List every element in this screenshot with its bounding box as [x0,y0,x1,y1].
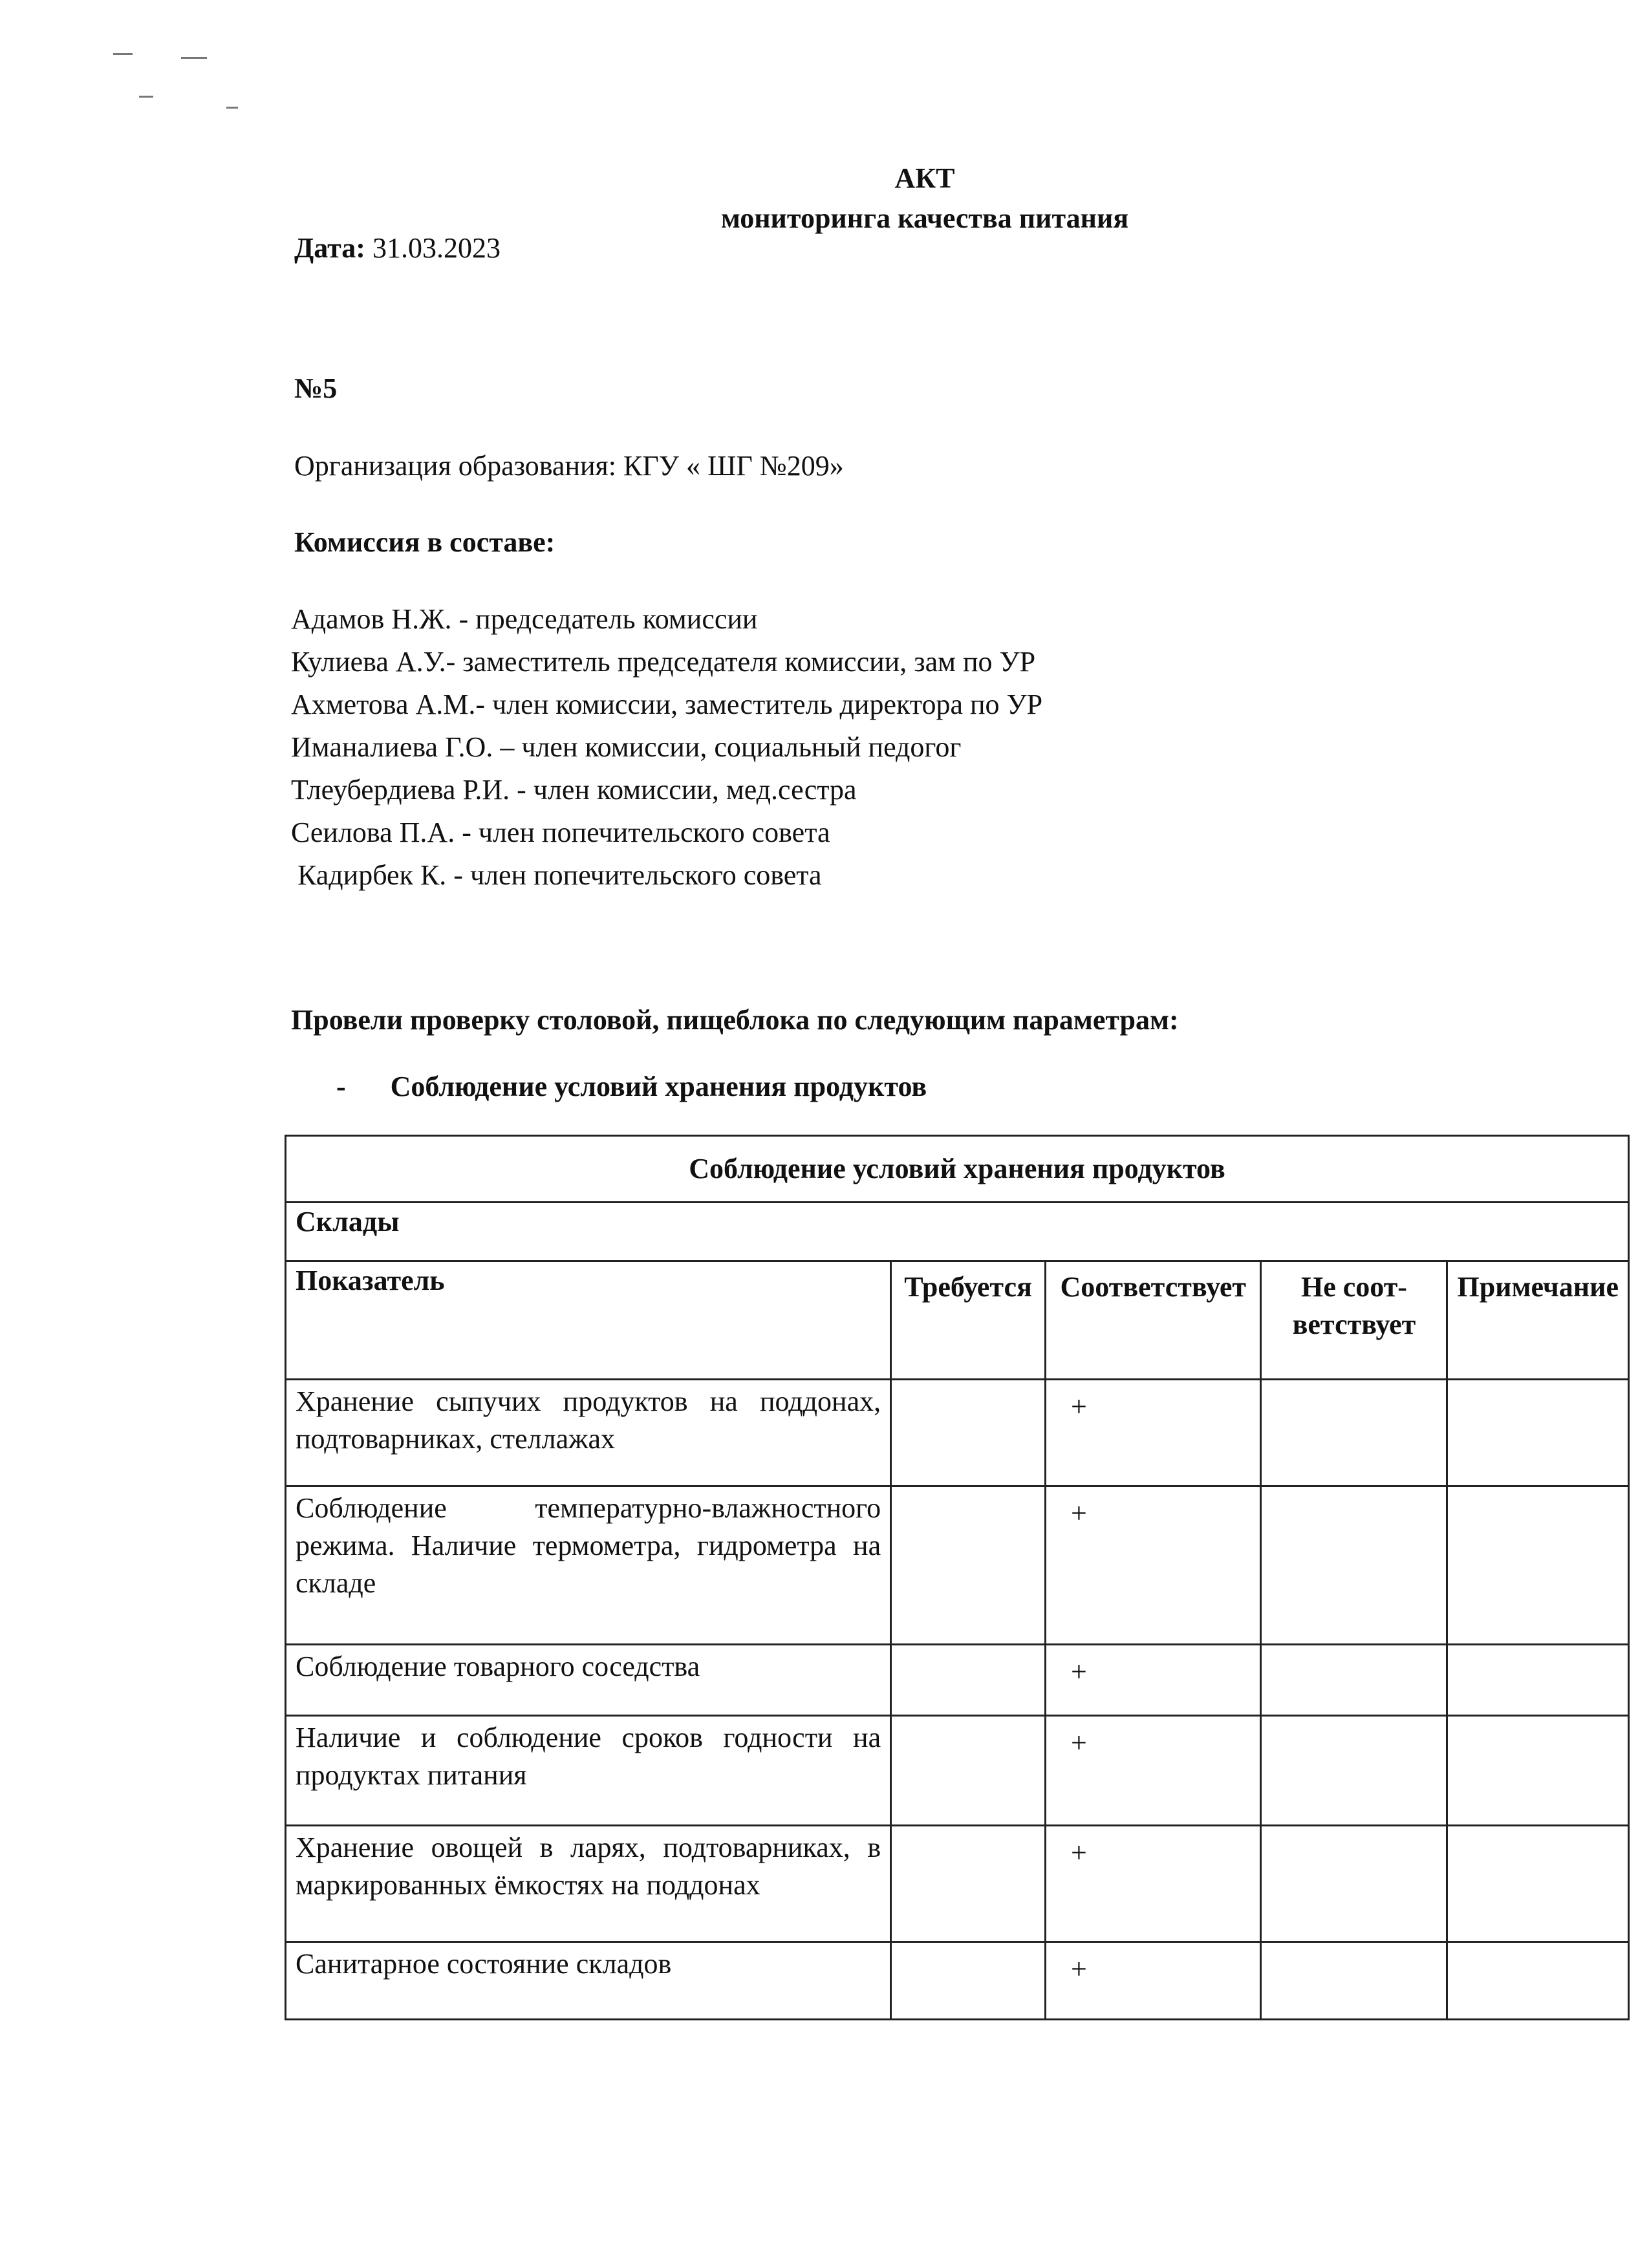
required-cell [891,1486,1046,1645]
indicator-cell: Соблюдение товарного соседства [286,1645,891,1716]
header-complies: Соответствует [1046,1261,1261,1380]
date-label: Дата: [294,232,365,264]
member-line: Иманалиева Г.О. – член комиссии, социальный педогог [291,731,962,763]
complies-cell: + [1046,1826,1261,1942]
complies-cell: + [1046,1942,1261,2020]
scan-speck [139,96,153,98]
bullet-text: Соблюдение условий хранения продуктов [390,1071,927,1102]
required-cell [891,1942,1046,2020]
header-not-complies: Не соот-ветствует [1261,1261,1447,1380]
member-line: Ахметова А.М.- член комиссии, заместитель директора по УР [291,689,1043,720]
indicator-cell: Наличие и соблюдение сроков годности на продуктах питания [286,1716,891,1826]
member-line: Кадирбек К. - член попечительского совета [297,859,822,891]
complies-cell: + [1046,1380,1261,1486]
scan-speck [113,53,133,55]
table-row [286,1380,1629,1486]
scan-speck [181,57,207,59]
not-complies-cell [1261,1645,1447,1716]
note-cell [1447,1645,1629,1716]
table-row [286,1645,1629,1716]
complies-cell: + [1046,1716,1261,1826]
not-complies-cell [1261,1826,1447,1942]
indicator-cell: Санитарное состояние складов [286,1942,891,2020]
required-cell [891,1716,1046,1826]
header-required: Требуется [891,1261,1046,1380]
note-cell [1447,1486,1629,1645]
complies-cell: + [1046,1645,1261,1716]
document-title: АКТ [894,162,955,194]
complies-cell: + [1046,1486,1261,1645]
table-row [286,1486,1629,1645]
document-subtitle: мониторинга качества питания [720,202,1129,234]
date-value: 31.03.2023 [372,232,501,264]
table-section-title: Склады [286,1203,1629,1261]
bullet-item [336,1070,927,1104]
not-complies-cell [1261,1716,1447,1826]
required-cell [891,1645,1046,1716]
commission-members [291,598,1042,897]
commission-title: Комиссия в составе: [294,526,555,558]
member-line: Адамов Н.Ж. - председатель комиссии [291,603,758,635]
note-cell [1447,1380,1629,1486]
not-complies-cell [1261,1380,1447,1486]
header-indicator: Показатель [286,1261,891,1380]
note-cell [1447,1826,1629,1942]
member-line: Тлеубердиева Р.И. - член комиссии, мед.сестра [291,774,857,806]
required-cell [891,1380,1046,1486]
act-number: №5 [294,372,338,404]
table-row [286,1826,1629,1942]
date-line [294,231,501,265]
table-caption-row [286,1136,1629,1203]
organization-line: Организация образования: КГУ « ШГ №209» [294,450,844,482]
required-cell [891,1826,1046,1942]
bullet-dash: - [336,1071,346,1102]
indicator-cell: Хранение овощей в ларях, подтоварниках, в маркированных ёмкостях на поддонах [286,1826,891,1942]
table-row [286,1716,1629,1826]
storage-conditions-table [285,1135,1630,2020]
not-complies-cell [1261,1486,1447,1645]
note-cell [1447,1942,1629,2020]
header-note: Примечание [1447,1261,1629,1380]
indicator-cell: Соблюдение температурно-влажностного режима. Наличие термометра, гидрометра на складе [286,1486,891,1645]
table-section-row [286,1203,1629,1261]
member-line: Кулиева А.У.- заместитель председателя комиссии, зам по УР [291,646,1036,678]
table-row [286,1942,1629,2020]
indicator-cell: Хранение сыпучих продуктов на поддонах, подтоварниках, стеллажах [286,1380,891,1486]
note-cell [1447,1716,1629,1826]
table-caption: Соблюдение условий хранения продуктов [286,1136,1629,1203]
table-header-row [286,1261,1629,1380]
scan-speck [226,107,238,109]
not-complies-cell [1261,1942,1447,2020]
check-intro: Провели проверку столовой, пищеблока по следующим параметрам: [291,1004,1179,1036]
member-line: Сеилова П.А. - член попечительского совета [291,817,830,848]
